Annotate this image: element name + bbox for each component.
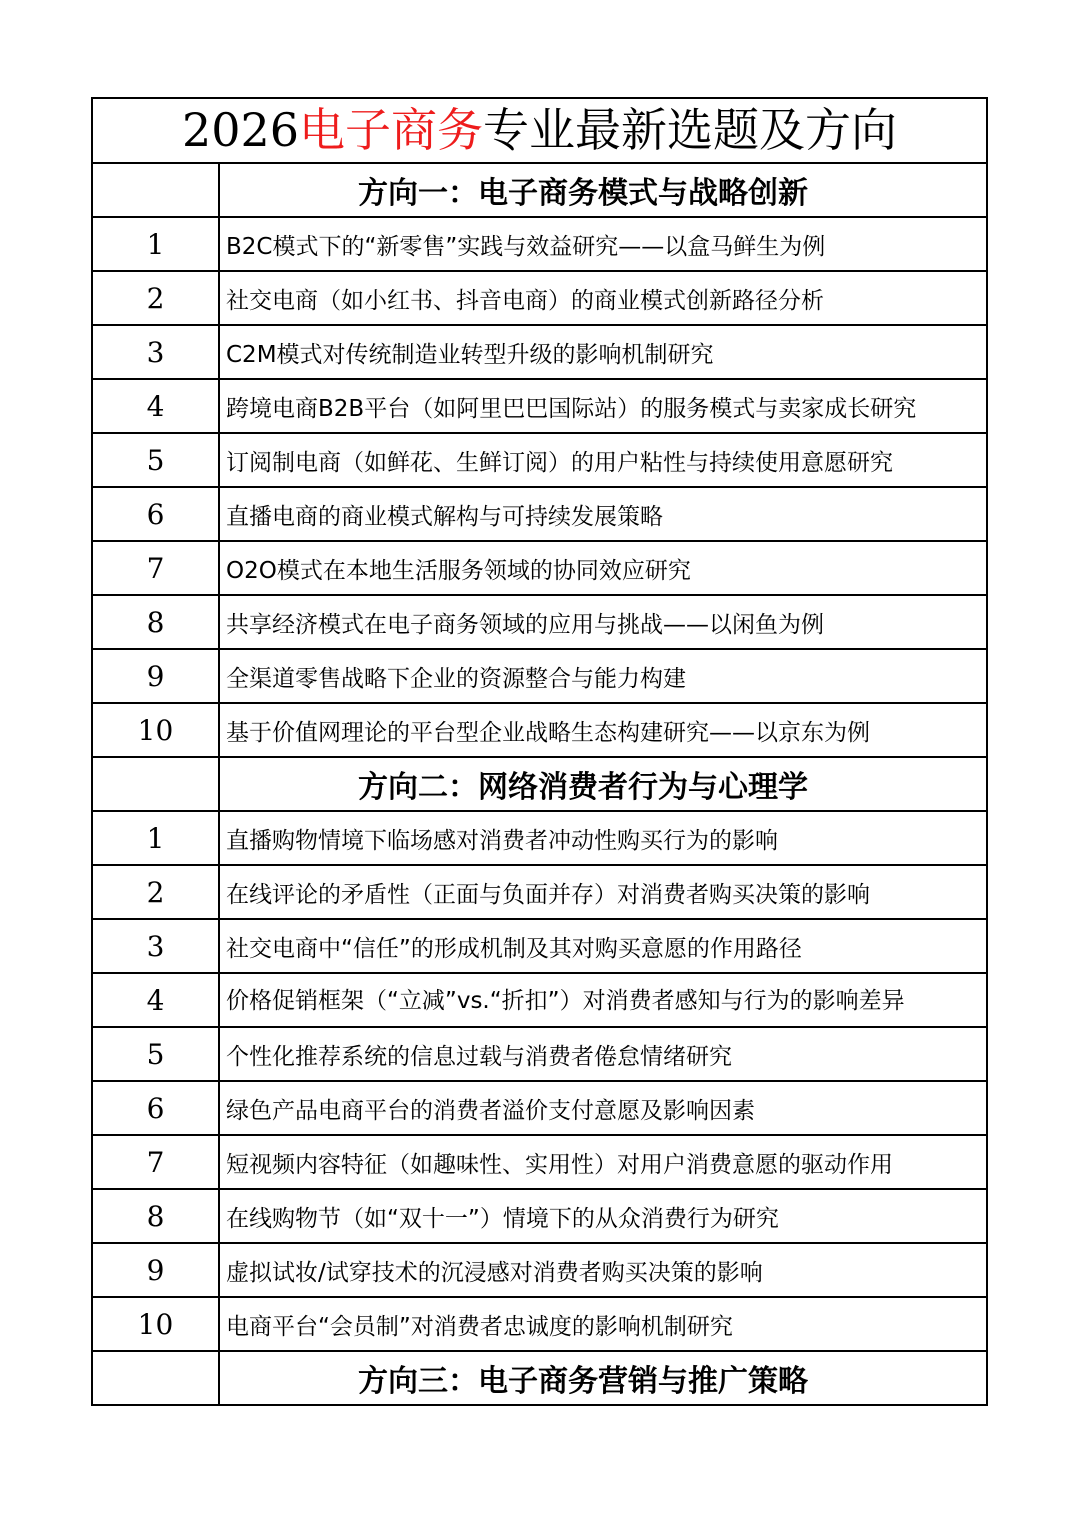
table-row — [92, 1135, 987, 1189]
topic-text: 基于价值网理论的平台型企业战略生态构建研究——以京东为例 — [219, 703, 987, 757]
topic-text: 个性化推荐系统的信息过载与消费者倦怠情绪研究 — [219, 1027, 987, 1081]
table-row — [92, 271, 987, 325]
table-row — [92, 541, 987, 595]
table-row — [92, 703, 987, 757]
topic-text: 在线购物节（如“双十一”）情境下的从众消费行为研究 — [219, 1189, 987, 1243]
table-row — [92, 973, 987, 1027]
topic-text: 在线评论的矛盾性（正面与负面并存）对消费者购买决策的影响 — [219, 865, 987, 919]
section-header-row — [92, 163, 987, 217]
topic-text: 订阅制电商（如鲜花、生鲜订阅）的用户粘性与持续使用意愿研究 — [219, 433, 987, 487]
row-number: 6 — [92, 1081, 219, 1135]
topic-text: 全渠道零售战略下企业的资源整合与能力构建 — [219, 649, 987, 703]
table-row — [92, 811, 987, 865]
topic-table — [91, 97, 988, 1406]
topic-text: 社交电商中“信任”的形成机制及其对购买意愿的作用路径 — [219, 919, 987, 973]
table-row — [92, 217, 987, 271]
row-number: 4 — [92, 379, 219, 433]
table-row — [92, 649, 987, 703]
section-title: 方向二：网络消费者行为与心理学 — [219, 757, 987, 811]
table-row — [92, 1081, 987, 1135]
row-number: 8 — [92, 595, 219, 649]
row-number: 4 — [92, 973, 219, 1027]
row-number: 3 — [92, 325, 219, 379]
title-row — [92, 98, 987, 163]
table-row — [92, 487, 987, 541]
row-number: 10 — [92, 703, 219, 757]
topic-text: 直播购物情境下临场感对消费者冲动性购买行为的影响 — [219, 811, 987, 865]
row-number: 9 — [92, 1243, 219, 1297]
row-number: 9 — [92, 649, 219, 703]
table-row — [92, 1297, 987, 1351]
page-title — [92, 98, 987, 163]
topic-text: 短视频内容特征（如趣味性、实用性）对用户消费意愿的驱动作用 — [219, 1135, 987, 1189]
row-number: 8 — [92, 1189, 219, 1243]
topic-text — [219, 973, 987, 1027]
row-number: 6 — [92, 487, 219, 541]
table-row — [92, 1243, 987, 1297]
table-row — [92, 433, 987, 487]
section-title: 方向三：电子商务营销与推广策略 — [219, 1351, 987, 1405]
section-number-cell — [92, 163, 219, 217]
table-row — [92, 1027, 987, 1081]
section-header-row — [92, 757, 987, 811]
table-row — [92, 865, 987, 919]
table-row — [92, 379, 987, 433]
topic-text: 跨境电商B2B平台（如阿里巴巴国际站）的服务模式与卖家成长研究 — [219, 379, 987, 433]
topic-text: O2O模式在本地生活服务领域的协同效应研究 — [219, 541, 987, 595]
section-title: 方向一：电子商务模式与战略创新 — [219, 163, 987, 217]
title-year: 2026 — [181, 103, 300, 157]
row-number: 7 — [92, 1135, 219, 1189]
topic-text: 虚拟试妆/试穿技术的沉浸感对消费者购买决策的影响 — [219, 1243, 987, 1297]
section-number-cell — [92, 1351, 219, 1405]
table-row — [92, 595, 987, 649]
title-suffix: 专业最新选题及方向 — [483, 103, 898, 157]
row-number: 7 — [92, 541, 219, 595]
table-row — [92, 1189, 987, 1243]
topic-text: 社交电商（如小红书、抖音电商）的商业模式创新路径分析 — [219, 271, 987, 325]
row-number: 2 — [92, 271, 219, 325]
topic-text: 共享经济模式在电子商务领域的应用与挑战——以闲鱼为例 — [219, 595, 987, 649]
row-number: 5 — [92, 1027, 219, 1081]
row-number: 2 — [92, 865, 219, 919]
topic-text: B2C模式下的“新零售”实践与效益研究——以盒马鲜生为例 — [219, 217, 987, 271]
topic-text: C2M模式对传统制造业转型升级的影响机制研究 — [219, 325, 987, 379]
table-row — [92, 325, 987, 379]
topic-text: 绿色产品电商平台的消费者溢价支付意愿及影响因素 — [219, 1081, 987, 1135]
row-number: 1 — [92, 811, 219, 865]
row-number: 3 — [92, 919, 219, 973]
topic-text: 直播电商的商业模式解构与可持续发展策略 — [219, 487, 987, 541]
topic-text-wrapped: 价格促销框架（“立减”vs.“折扣”）对消费者感知与行为的影响差异 — [226, 988, 905, 1014]
row-number: 1 — [92, 217, 219, 271]
topic-text: 电商平台“会员制”对消费者忠诚度的影响机制研究 — [219, 1297, 987, 1351]
table-row — [92, 919, 987, 973]
section-header-row — [92, 1351, 987, 1405]
row-number: 5 — [92, 433, 219, 487]
section-number-cell — [92, 757, 219, 811]
title-accent-text: 电子商务 — [299, 103, 484, 157]
topic-table-body — [92, 98, 987, 1405]
row-number: 10 — [92, 1297, 219, 1351]
